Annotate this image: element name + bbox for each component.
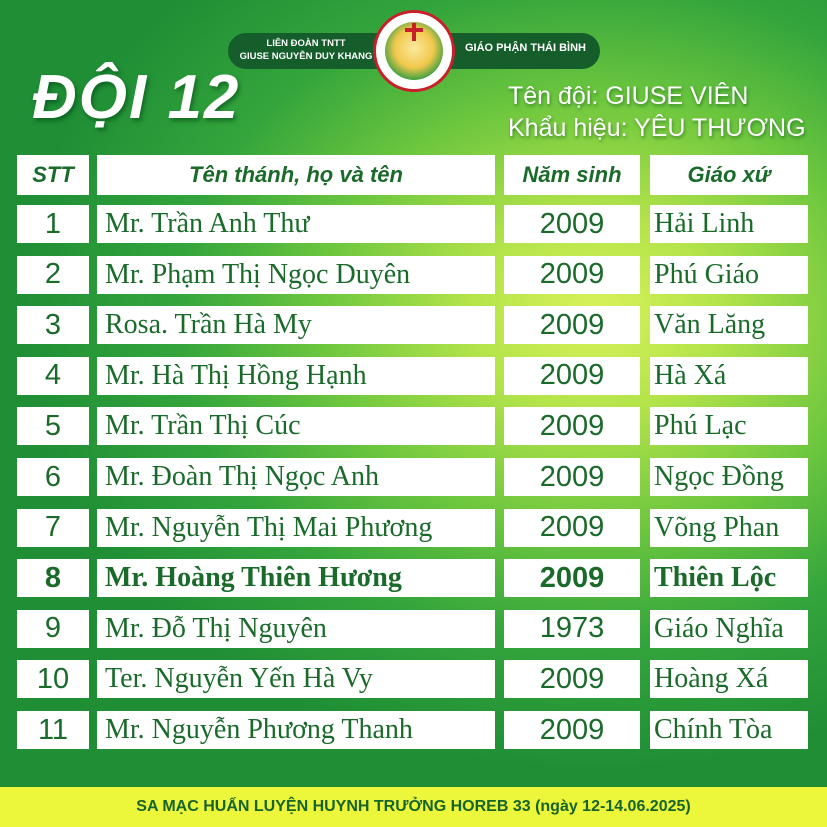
- federation-name: [232, 37, 380, 63]
- emblem-logo: [373, 10, 455, 92]
- cross-icon: [405, 23, 423, 41]
- cell-parish: Hoàng Xá: [650, 660, 808, 698]
- cell-parish: Phú Giáo: [650, 256, 808, 294]
- cell-parish: Chính Tòa: [650, 711, 808, 749]
- cell-name: Ter. Nguyễn Yến Hà Vy: [97, 660, 495, 698]
- team-info: [508, 80, 806, 144]
- header-name: Tên thánh, họ và tên: [97, 155, 495, 195]
- team-name: Tên đội: GIUSE VIÊN: [508, 82, 749, 110]
- cell-parish: Giáo Nghĩa: [650, 610, 808, 648]
- cell-year: 2009: [504, 306, 640, 344]
- cell-parish: Ngọc Đồng: [650, 458, 808, 496]
- cell-year: 2009: [504, 509, 640, 547]
- cell-year: 2009: [504, 205, 640, 243]
- cell-stt: 9: [17, 610, 89, 648]
- cell-parish: Võng Phan: [650, 509, 808, 547]
- header-year: Năm sinh: [504, 155, 640, 195]
- cell-stt: 11: [17, 711, 89, 749]
- team-slogan: Khẩu hiệu: YÊU THƯƠNG: [508, 114, 806, 142]
- cell-stt: 1: [17, 205, 89, 243]
- cell-stt: 8: [17, 559, 89, 597]
- cell-name: Mr. Đoàn Thị Ngọc Anh: [97, 458, 495, 496]
- cell-parish: Hải Linh: [650, 205, 808, 243]
- cell-parish: Văn Lăng: [650, 306, 808, 344]
- cell-name: Rosa. Trần Hà My: [97, 306, 495, 344]
- header-stt: STT: [17, 155, 89, 195]
- cell-name: Mr. Nguyễn Thị Mai Phương: [97, 509, 495, 547]
- federation-line-2: GIUSE NGUYỄN DUY KHANG: [239, 51, 373, 62]
- team-title: ĐỘI 12: [32, 63, 241, 132]
- cell-parish: Hà Xá: [650, 357, 808, 395]
- header-parish: Giáo xứ: [650, 155, 808, 195]
- cell-name: Mr. Hà Thị Hồng Hạnh: [97, 357, 495, 395]
- cell-year: 2009: [504, 660, 640, 698]
- diocese-name: GIÁO PHẬN THÁI BÌNH: [465, 42, 586, 54]
- cell-stt: 4: [17, 357, 89, 395]
- cell-stt: 3: [17, 306, 89, 344]
- cell-stt: 2: [17, 256, 89, 294]
- cell-name: Mr. Đỗ Thị Nguyên: [97, 610, 495, 648]
- cell-name: Mr. Phạm Thị Ngọc Duyên: [97, 256, 495, 294]
- cell-year: 2009: [504, 407, 640, 445]
- cell-year: 1973: [504, 610, 640, 648]
- cell-name: Mr. Trần Thị Cúc: [97, 407, 495, 445]
- cell-name: Mr. Hoàng Thiên Hương: [97, 559, 495, 597]
- cell-parish: Thiên Lộc: [650, 559, 808, 597]
- cell-name: Mr. Trần Anh Thư: [97, 205, 495, 243]
- cell-stt: 10: [17, 660, 89, 698]
- cell-stt: 6: [17, 458, 89, 496]
- federation-line-1: LIÊN ĐOÀN TNTT: [266, 38, 346, 49]
- cell-year: 2009: [504, 357, 640, 395]
- cell-year: 2009: [504, 711, 640, 749]
- cell-year: 2009: [504, 559, 640, 597]
- cell-parish: Phú Lạc: [650, 407, 808, 445]
- footer-banner: SA MẠC HUẤN LUYỆN HUYNH TRƯỞNG HOREB 33 (ngày 12-14.06.2025): [0, 787, 827, 827]
- cell-year: 2009: [504, 256, 640, 294]
- cell-stt: 7: [17, 509, 89, 547]
- cell-year: 2009: [504, 458, 640, 496]
- cell-name: Mr. Nguyễn Phương Thanh: [97, 711, 495, 749]
- cell-stt: 5: [17, 407, 89, 445]
